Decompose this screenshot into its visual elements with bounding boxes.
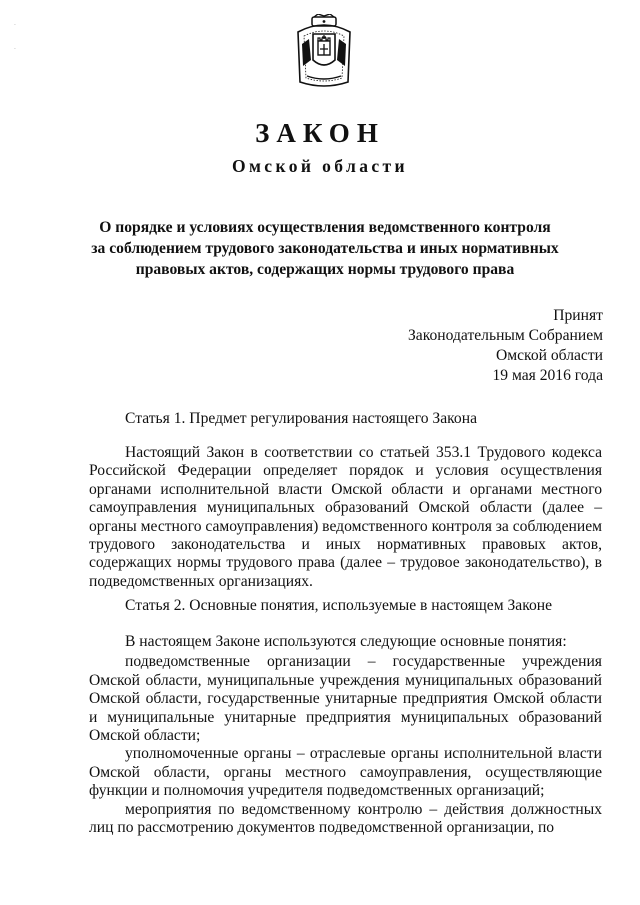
scan-mark: · xyxy=(14,22,16,29)
adoption-line: Принят xyxy=(553,307,603,324)
subject-line: О порядке и условиях осуществления ведомственного контроля xyxy=(99,219,551,236)
article-2-lead: В настоящем Законе используются следующие основные понятия: xyxy=(125,633,567,650)
subject-line: правовых актов, содержащих нормы трудового права xyxy=(135,261,515,278)
definition-paragraph: подведомственные организации – государственные учреждения Омской области, муниципальные учреждения муниципальных образований Омской области, государственные унитарные предприятия Омской области и муниципальные унитарные предприятия муниципальных образований Омской области; xyxy=(89,653,602,745)
adoption-line: Законодательным Собранием xyxy=(407,327,603,344)
law-title: ЗАКОН xyxy=(255,118,385,148)
definition-paragraph: уполномоченные органы – отраслевые органы исполнительной власти Омской области, органы местного самоуправления, осуществляющие функции и полномочия учредителя подведомственных организаций; xyxy=(89,745,602,800)
region-name: Омской области xyxy=(231,156,409,176)
adoption-block xyxy=(408,306,603,386)
subject-line: за соблюдением трудового законодательства и иных нормативных xyxy=(91,240,559,257)
adoption-date: 19 мая 2016 года xyxy=(492,367,603,384)
document-subject xyxy=(90,217,560,280)
definition-paragraph: мероприятия по ведомственному контролю – действия должностных лиц по рассмотрению документов подведомственной организации, по xyxy=(89,800,602,837)
article-2-heading: Статья 2. Основные понятия, используемые в настоящем Законе xyxy=(125,597,553,614)
coat-of-arms-icon xyxy=(293,14,355,88)
scan-mark: · xyxy=(14,46,16,53)
article-1-heading: Статья 1. Предмет регулирования настоящего Закона xyxy=(125,410,477,427)
article-2-body xyxy=(89,633,602,837)
adoption-line: Омской области xyxy=(495,347,603,364)
article-1-text: Настоящий Закон в соответствии со статьей 353.1 Трудового кодекса Российской Федерации определяет порядок и условия осуществления органами исполнительной власти Омской области и органами местного самоуправления муниципальных образований Омской области (далее – органы местного самоуправления) ведомственного контроля за соблюдением трудового законодательства и иных нормативных правовых актов, содержащих нормы трудового права (далее – трудовое законодательство), в подведомственных организациях. xyxy=(89,444,602,590)
